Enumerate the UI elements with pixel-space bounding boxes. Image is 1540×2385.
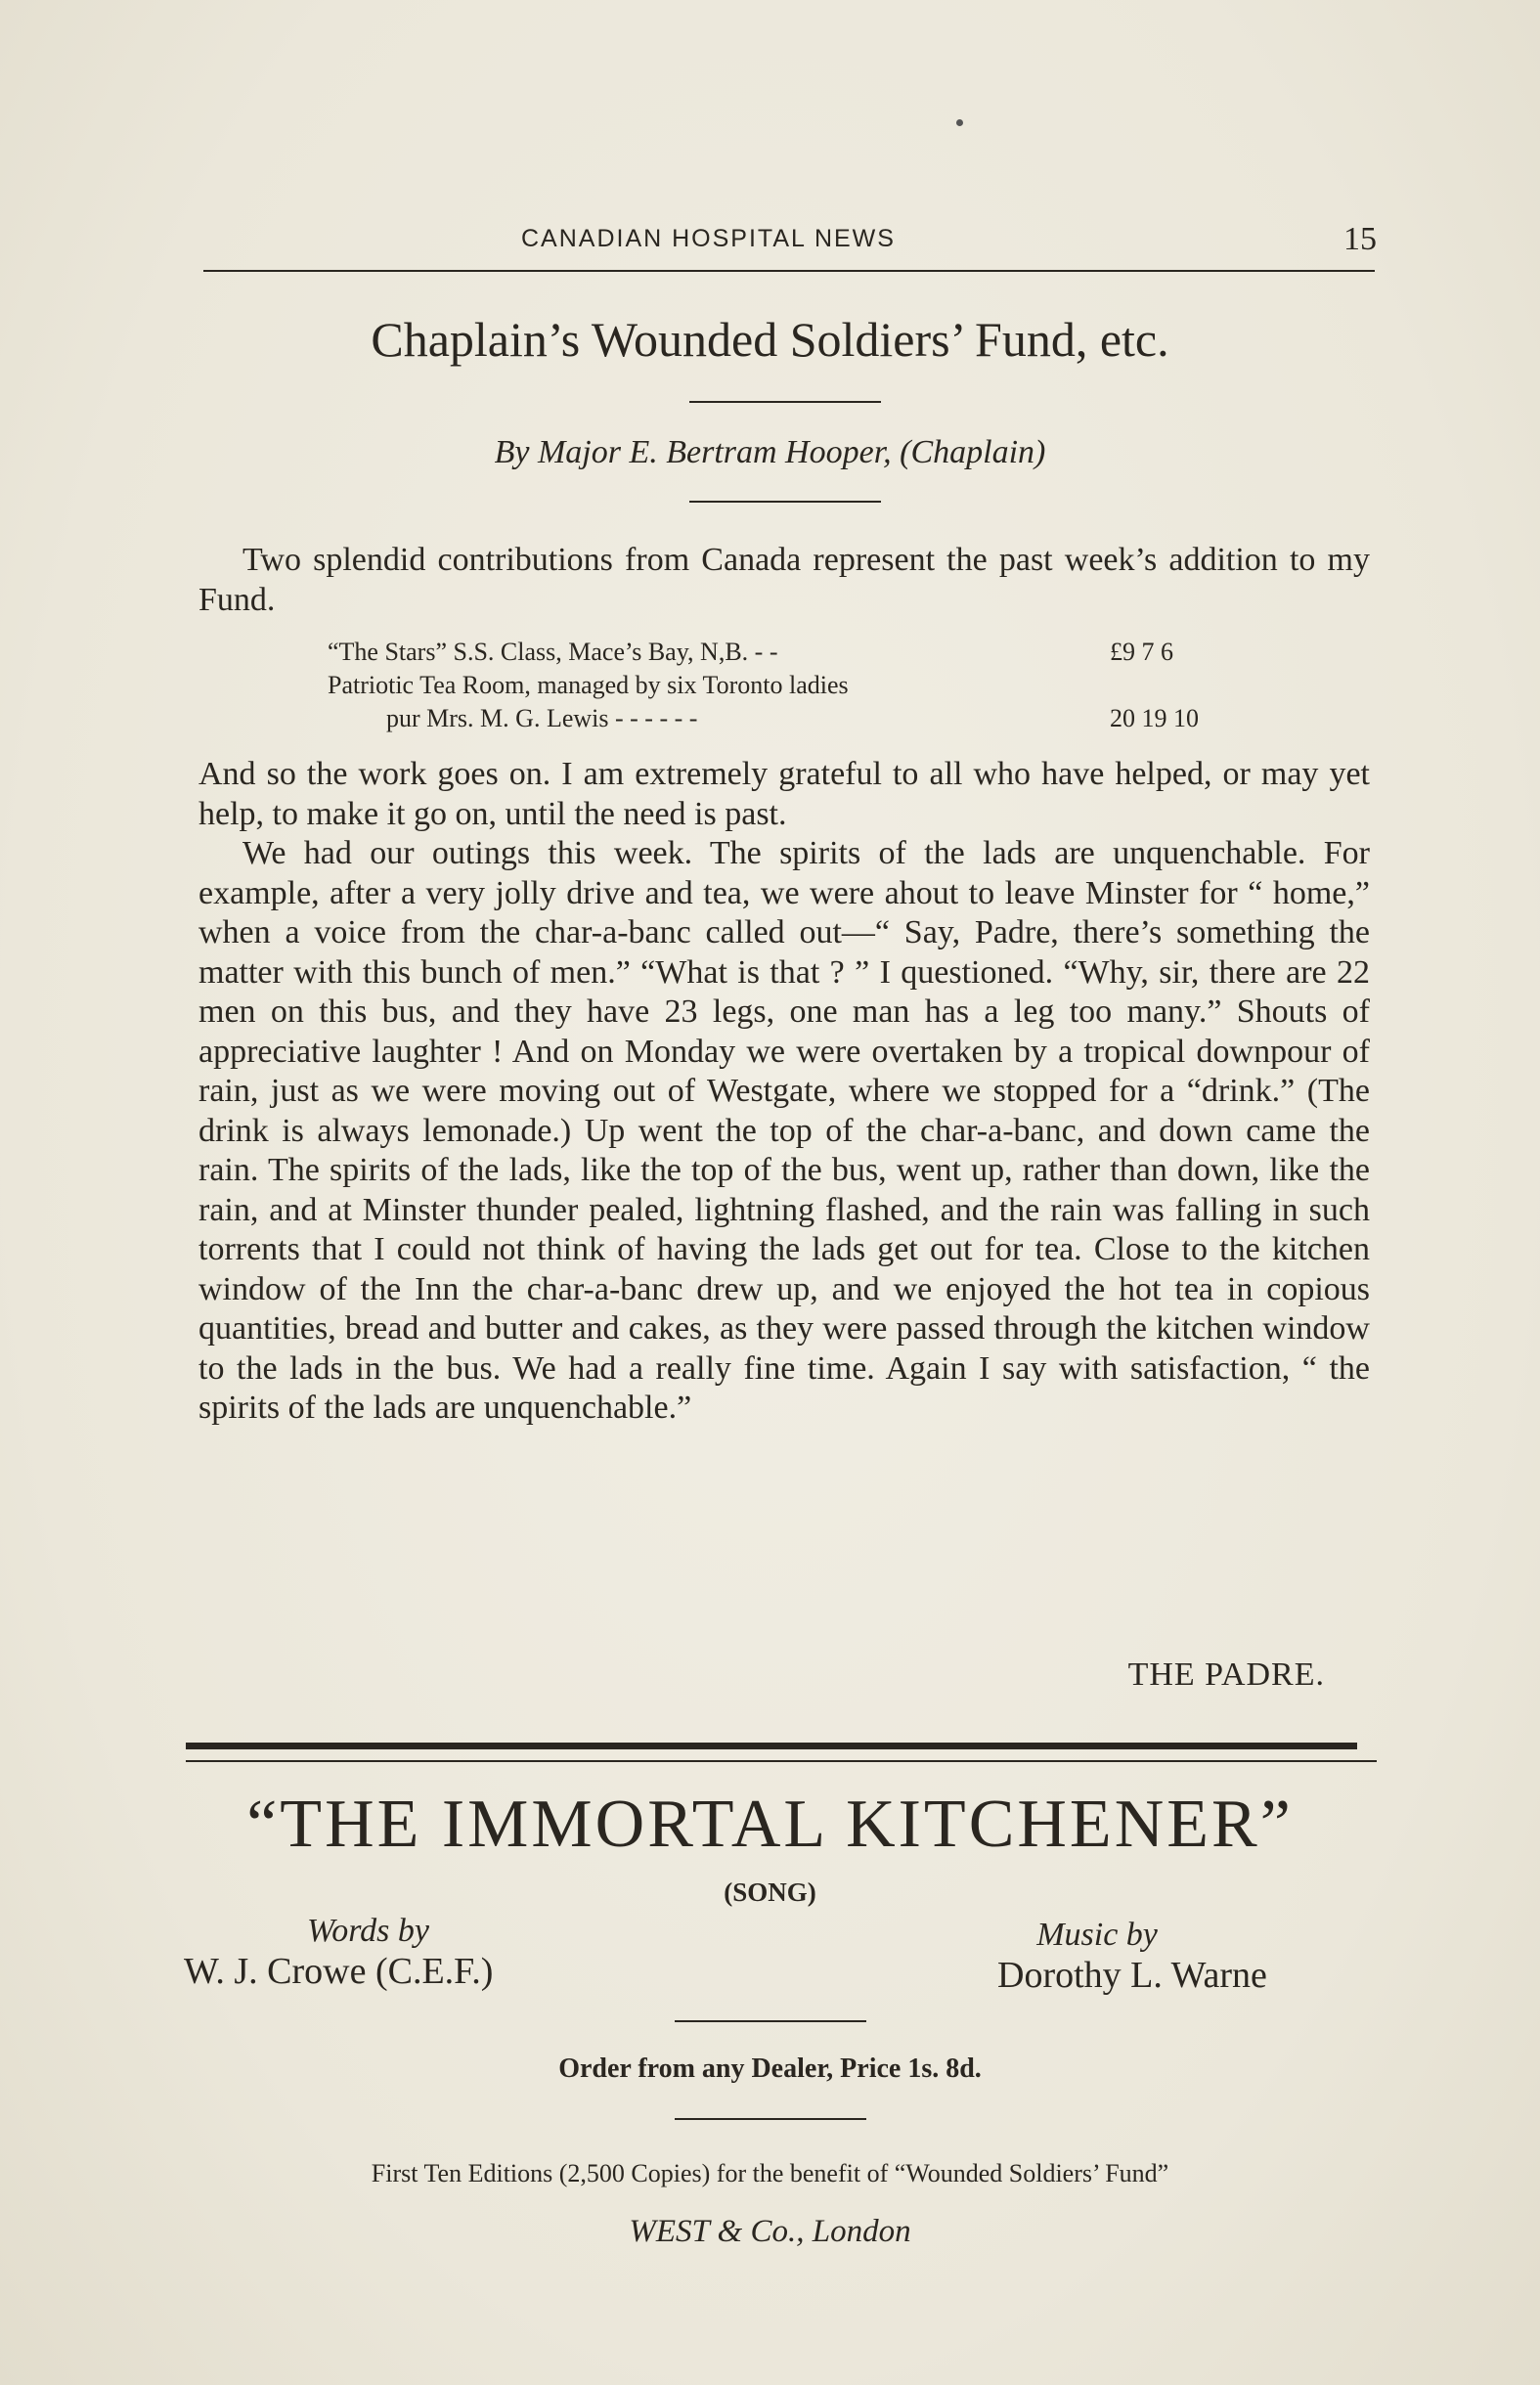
music-role: Music by xyxy=(1036,1917,1158,1953)
music-credit xyxy=(997,1917,1267,1997)
byline: By Major E. Bertram Hooper, (Chaplain) xyxy=(494,434,1046,470)
article-body xyxy=(198,755,1370,1429)
song-subtitle: (SONG) xyxy=(724,1877,816,1907)
intro-text: Two splendid contributions from Canada represent the past week’s addition to my Fund. xyxy=(198,542,1370,618)
contribution-text: Patriotic Tea Room, managed by six Toronto ladies xyxy=(328,671,849,699)
page-number: 15 xyxy=(1343,221,1377,257)
running-title: CANADIAN HOSPITAL NEWS xyxy=(521,225,896,252)
contribution-row xyxy=(328,636,1305,669)
contribution-amount: £9 7 6 xyxy=(1110,638,1173,666)
contribution-amount: 20 19 10 xyxy=(1110,704,1199,732)
paragraph-1: And so the work goes on. I am extremely grateful to all who have helped, or may yet help, to make it go on, until the need is past. xyxy=(198,756,1370,832)
intro-paragraph xyxy=(198,541,1370,620)
contribution-list xyxy=(328,636,1305,735)
section-rule-thick xyxy=(186,1743,1357,1749)
article-title: Chaplain’s Wounded Soldiers’ Fund, etc. xyxy=(371,312,1169,367)
words-credit xyxy=(184,1913,493,1993)
running-head xyxy=(203,221,1377,264)
words-name: W. J. Crowe (C.E.F.) xyxy=(184,1951,494,1992)
editions-line: First Ten Editions (2,500 Copies) for the benefit of “Wounded Soldiers’ Fund” xyxy=(371,2159,1169,2187)
order-line: Order from any Dealer, Price 1s. 8d. xyxy=(558,2054,982,2084)
signoff: THE PADRE. xyxy=(1127,1656,1325,1693)
song-title: “THE IMMORTAL KITCHENER” xyxy=(246,1787,1294,1862)
order-rule-bottom xyxy=(675,2118,866,2120)
order-rule-top xyxy=(675,2020,866,2022)
contribution-text: pur Mrs. M. G. Lewis - - - - - - xyxy=(386,704,698,732)
publisher: WEST & Co., London xyxy=(629,2214,911,2249)
contribution-row xyxy=(328,702,1305,735)
paragraph-2: We had our outings this week. The spirits of the lads are unquenchable. For example, after a very jolly drive and tea, we were ahout to leave Minster for “ home,” when a voice from the char-a-banc called out—“ Say, Padre, there’s something the matter with this bunch of men.” “What is that ? ” I questioned. “Why, sir, there are 22 men on this bus, and they have 23 legs, one man has a leg too many.” Shouts of appreciative laughter ! And on Monday we were overtaken by a tropical downpour of rain, just as we were moving out of Westgate, where we stopped for a “drink.” (The drink is always lemonade.) Up went the top of the char-a-banc, and down came the rain. The spirits of the lads, like the top of the bus, went up, rather than down, like the rain, and at Minster thunder pealed, lightning flashed, and the rain was falling in such torrents that I could not think of having the lads get out for tea. Close to the kitchen window of the Inn the char-a-banc drew up, and we enjoyed the hot tea in copious quantities, bread and butter and cakes, as they were passed through the kitchen window to the lads in the bus. We had a really fine time. Again I say with satisfaction, “ the spirits of the lads are unquenchable.” xyxy=(198,835,1370,1426)
speck xyxy=(956,119,963,126)
contribution-row xyxy=(328,669,1305,702)
title-rule xyxy=(689,401,881,403)
byline-rule xyxy=(689,501,881,503)
words-role: Words by xyxy=(307,1913,429,1949)
contribution-text: “The Stars” S.S. Class, Mace’s Bay, N,B. - - xyxy=(328,638,778,666)
header-rule xyxy=(203,270,1375,272)
section-rule-thin xyxy=(186,1760,1377,1762)
music-name: Dorothy L. Warne xyxy=(997,1955,1267,1996)
